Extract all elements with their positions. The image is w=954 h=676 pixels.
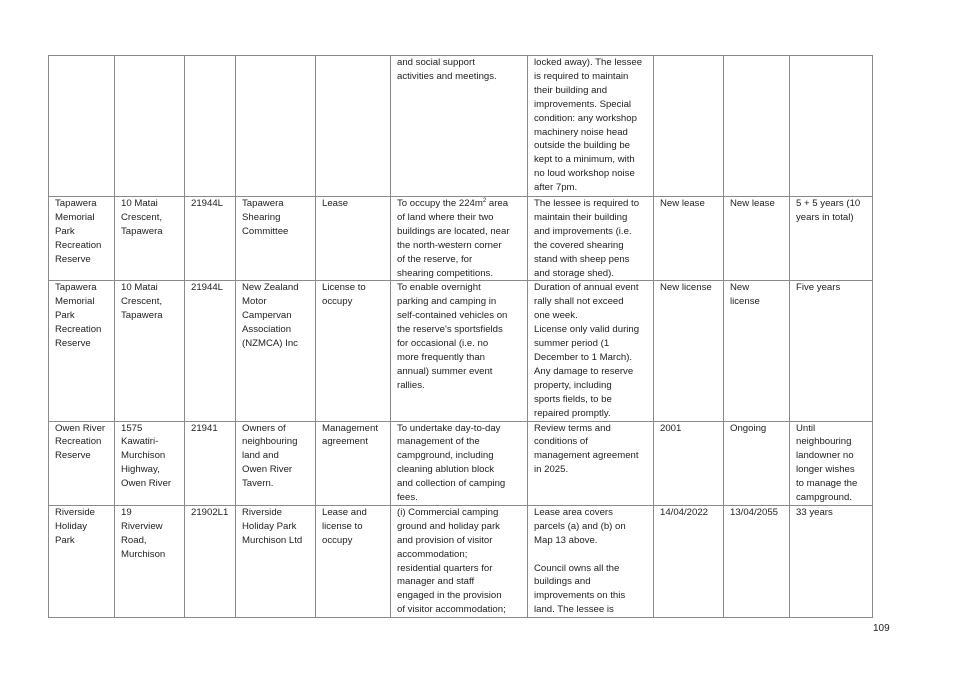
cell-line: License only valid during <box>534 324 640 336</box>
cell-line: Ongoing <box>730 422 767 434</box>
cell-term <box>790 197 873 281</box>
cell-line: for occasional (i.e. no <box>397 338 489 350</box>
cell-line: Review terms and <box>534 422 611 434</box>
cell-line: of land where their two <box>397 211 494 223</box>
cell-line: (NZMCA) Inc <box>242 338 298 350</box>
cell-line: Tapawera <box>242 198 284 209</box>
cell-line: 1575 <box>121 422 143 434</box>
cell-end-date <box>724 56 790 197</box>
cell-line: Lease and <box>322 506 367 518</box>
cell-line: activities and meetings. <box>397 70 497 82</box>
cell-line: shearing competitions. <box>397 267 493 279</box>
cell-address <box>115 421 185 505</box>
cell-line: Tapawera <box>121 310 163 322</box>
cell-start-date <box>654 505 724 617</box>
cell-line: stand with sheep pens <box>534 253 630 265</box>
cell-line: rally shall not exceed <box>534 296 624 308</box>
cell-line: landowner no <box>796 450 854 462</box>
cell-line: Park <box>55 310 75 322</box>
cell-term <box>790 505 873 617</box>
cell-line: neighbouring <box>796 436 852 448</box>
cell-purpose <box>391 421 528 505</box>
cell-line: campground, including <box>397 450 494 462</box>
cell-line: Recreation <box>55 324 102 336</box>
cell-line: is required to maintain <box>534 70 629 82</box>
cell-line: Owen River <box>121 478 172 490</box>
cell-line: Lease area covers <box>534 506 613 518</box>
cell-address <box>115 197 185 281</box>
cell-line: outside the building be <box>534 140 631 152</box>
page-number: 109 <box>873 623 890 634</box>
cell-line: no loud workshop noise <box>534 168 635 180</box>
cell-line: kept to a minimum, with <box>534 154 635 166</box>
cell-line: Map 13 above. <box>534 534 598 546</box>
cell-line: New lease <box>660 198 705 209</box>
cell-line: condition: any workshop <box>534 112 637 124</box>
cell-line: Crescent, <box>121 211 163 223</box>
cell-line: one week. <box>534 310 578 322</box>
cell-line: their building and <box>534 84 608 96</box>
cell-line: the reserve's sportsfields <box>397 324 503 336</box>
cell-end-date <box>724 281 790 421</box>
cell-line: after 7pm. <box>534 182 578 194</box>
cell-line: campground. <box>796 492 852 504</box>
cell-line: 2001 <box>660 422 682 434</box>
cell-line: and social support <box>397 57 475 68</box>
cell-line: in 2025. <box>534 464 569 476</box>
cell-line: self-contained vehicles on <box>397 310 508 322</box>
cell-purpose <box>391 56 528 197</box>
cell-line: sports fields, to be <box>534 393 612 405</box>
cell-agreement-type <box>316 281 391 421</box>
cell-lessee <box>236 56 316 197</box>
cell-line: more frequently than <box>397 351 485 363</box>
cell-line: parcels (a) and (b) on <box>534 520 626 532</box>
cell-line: the covered shearing <box>534 239 624 251</box>
cell-line: of visitor accommodation; <box>397 604 506 616</box>
cell-line: 14/04/2022 <box>660 506 709 518</box>
cell-line: improvements on this <box>534 590 626 602</box>
cell-line: Reserve <box>55 450 91 462</box>
cell-line: December to 1 March). <box>534 351 633 363</box>
cell-line: Owners of <box>242 422 286 434</box>
cell-line: parking and camping in <box>397 296 497 308</box>
cell-line: Lease <box>322 198 349 209</box>
cell-lease-number <box>185 281 236 421</box>
cell-line: Memorial <box>55 296 95 308</box>
cell-line: engaged in the provision <box>397 590 502 602</box>
cell-line: property, including <box>534 379 612 391</box>
cell-line: years in total) <box>796 211 854 223</box>
cell-line: Recreation <box>55 436 102 448</box>
cell-line: buildings are located, near <box>397 225 510 237</box>
cell-line: Riverside <box>55 506 95 518</box>
cell-line: and collection of camping <box>397 478 506 490</box>
cell-conditions <box>528 56 654 197</box>
cell-lease-number <box>185 505 236 617</box>
cell-line: Recreation <box>55 239 102 251</box>
cell-line: New Zealand <box>242 282 299 294</box>
superscript: 2 <box>482 197 487 204</box>
cell-end-date <box>724 197 790 281</box>
cell-line: Management <box>322 422 378 434</box>
cell-reserve <box>49 505 115 617</box>
cell-line: Shearing <box>242 211 281 223</box>
cell-lessee <box>236 421 316 505</box>
cell-line: Park <box>55 225 75 237</box>
cell-agreement-type <box>316 421 391 505</box>
cell-line: Until <box>796 422 816 434</box>
cell-line: buildings and <box>534 576 591 588</box>
cell-line: Tavern. <box>242 478 274 490</box>
cell-line: Crescent, <box>121 296 163 308</box>
cell-line: Park <box>55 534 75 546</box>
cell-line: Reserve <box>55 338 91 350</box>
cell-line: Murchison Ltd <box>242 534 303 546</box>
cell-address <box>115 281 185 421</box>
cell-line: New lease <box>730 198 775 209</box>
cell-line: summer period (1 <box>534 338 610 350</box>
cell-line: New <box>730 282 750 294</box>
cell-line: Riverside <box>242 506 282 518</box>
cell-line: accommodation; <box>397 548 468 560</box>
cell-line: Memorial <box>55 211 95 223</box>
cell-line: residential quarters for <box>397 562 493 574</box>
cell-line: 21944L <box>191 198 224 209</box>
cell-line: 10 Matai <box>121 198 158 209</box>
cell-term <box>790 56 873 197</box>
cell-line: license to <box>322 520 363 532</box>
cell-line: occupy <box>322 534 353 546</box>
cell-line: Reserve <box>55 253 91 265</box>
cell-line: of the reserve, for <box>397 253 473 265</box>
cell-line: 5 + 5 years (10 <box>796 198 861 209</box>
cell-line: Kawatiri- <box>121 436 159 448</box>
cell-line: and storage shed). <box>534 267 615 279</box>
cell-line: To occupy the 224m <box>397 198 483 209</box>
cell-conditions <box>528 505 654 617</box>
cell-conditions <box>528 421 654 505</box>
cell-line: conditions of <box>534 436 588 448</box>
cell-line: Association <box>242 324 292 336</box>
cell-line: Campervan <box>242 310 292 322</box>
cell-line: manager and staff <box>397 576 475 588</box>
cell-lessee <box>236 197 316 281</box>
cell-line: License to <box>322 282 366 294</box>
cell-line: longer wishes <box>796 464 855 476</box>
cell-lease-number <box>185 197 236 281</box>
cell-line: Duration of annual event <box>534 282 639 294</box>
cell-agreement-type <box>316 197 391 281</box>
cell-reserve <box>49 197 115 281</box>
cell-purpose <box>391 281 528 421</box>
cell-line: maintain their building <box>534 211 628 223</box>
cell-line: 21902L1 <box>191 506 229 518</box>
cell-line: management of the <box>397 436 480 448</box>
cell-line: cleaning ablution block <box>397 464 495 476</box>
cell-line: annual) summer event <box>397 365 493 377</box>
cell-line: 21944L <box>191 282 224 294</box>
cell-start-date <box>654 197 724 281</box>
cell-line: machinery noise head <box>534 126 628 138</box>
cell-line: to manage the <box>796 478 858 490</box>
cell-line: Highway, <box>121 464 160 476</box>
cell-line: Council owns all the <box>534 562 620 574</box>
cell-line-tail: area <box>486 198 509 209</box>
cell-purpose <box>391 505 528 617</box>
cell-line: To enable overnight <box>397 282 481 294</box>
cell-line: land and <box>242 450 279 462</box>
cell-line: Road, <box>121 534 147 546</box>
cell-term <box>790 421 873 505</box>
cell-agreement-type <box>316 56 391 197</box>
cell-line: agreement <box>322 436 368 448</box>
cell-line: 13/04/2055 <box>730 506 779 518</box>
cell-line: Holiday <box>55 520 87 532</box>
cell-end-date <box>724 421 790 505</box>
table-row <box>49 421 873 505</box>
cell-line: Tapawera <box>55 282 97 294</box>
cell-start-date <box>654 56 724 197</box>
cell-line <box>534 548 650 562</box>
table-row <box>49 505 873 617</box>
cell-line: repaired promptly. <box>534 407 611 419</box>
table-row <box>49 197 873 281</box>
cell-reserve <box>49 421 115 505</box>
cell-reserve <box>49 56 115 197</box>
cell-lessee <box>236 505 316 617</box>
table-row <box>49 281 873 421</box>
cell-lease-number <box>185 56 236 197</box>
leases-table <box>48 55 873 618</box>
cell-end-date <box>724 505 790 617</box>
cell-line: 19 <box>121 506 132 518</box>
cell-line: Riverview <box>121 520 163 532</box>
cell-line: and provision of visitor <box>397 534 493 546</box>
cell-line: Tapawera <box>55 198 97 209</box>
cell-purpose <box>391 197 528 281</box>
cell-line: New license <box>660 282 712 294</box>
cell-line: The lessee is required to <box>534 198 640 209</box>
cell-line: management agreement <box>534 450 639 462</box>
cell-address <box>115 56 185 197</box>
cell-line: Owen River <box>55 422 106 434</box>
cell-line: occupy <box>322 296 353 308</box>
cell-line: (i) Commercial camping <box>397 506 499 518</box>
cell-line: Murchison <box>121 450 166 462</box>
table-row <box>49 56 873 197</box>
cell-line: neighbouring <box>242 436 298 448</box>
cell-line: Committee <box>242 225 289 237</box>
cell-line: license <box>730 296 760 308</box>
cell-line: Motor <box>242 296 267 308</box>
cell-line: Owen River <box>242 464 293 476</box>
cell-line: and improvements (i.e. <box>534 225 632 237</box>
cell-line: 21941 <box>191 422 218 434</box>
cell-lease-number <box>185 421 236 505</box>
cell-line: land. The lessee is <box>534 604 614 616</box>
cell-line: To undertake day-to-day <box>397 422 501 434</box>
cell-line: improvements. Special <box>534 98 632 110</box>
cell-conditions <box>528 197 654 281</box>
cell-line: ground and holiday park <box>397 520 500 532</box>
cell-line: Murchison <box>121 548 166 560</box>
cell-line: the north-western corner <box>397 239 502 251</box>
cell-start-date <box>654 421 724 505</box>
cell-lessee <box>236 281 316 421</box>
cell-start-date <box>654 281 724 421</box>
cell-line: Holiday Park <box>242 520 297 532</box>
cell-agreement-type <box>316 505 391 617</box>
cell-line: rallies. <box>397 379 425 391</box>
cell-reserve <box>49 281 115 421</box>
cell-line: 33 years <box>796 506 833 518</box>
cell-line: Any damage to reserve <box>534 365 634 377</box>
cell-line: locked away). The lessee <box>534 57 643 68</box>
cell-address <box>115 505 185 617</box>
cell-line: fees. <box>397 492 418 504</box>
cell-line: Tapawera <box>121 225 163 237</box>
cell-conditions <box>528 281 654 421</box>
cell-line: Five years <box>796 282 841 294</box>
cell-term <box>790 281 873 421</box>
cell-line: 10 Matai <box>121 282 158 294</box>
